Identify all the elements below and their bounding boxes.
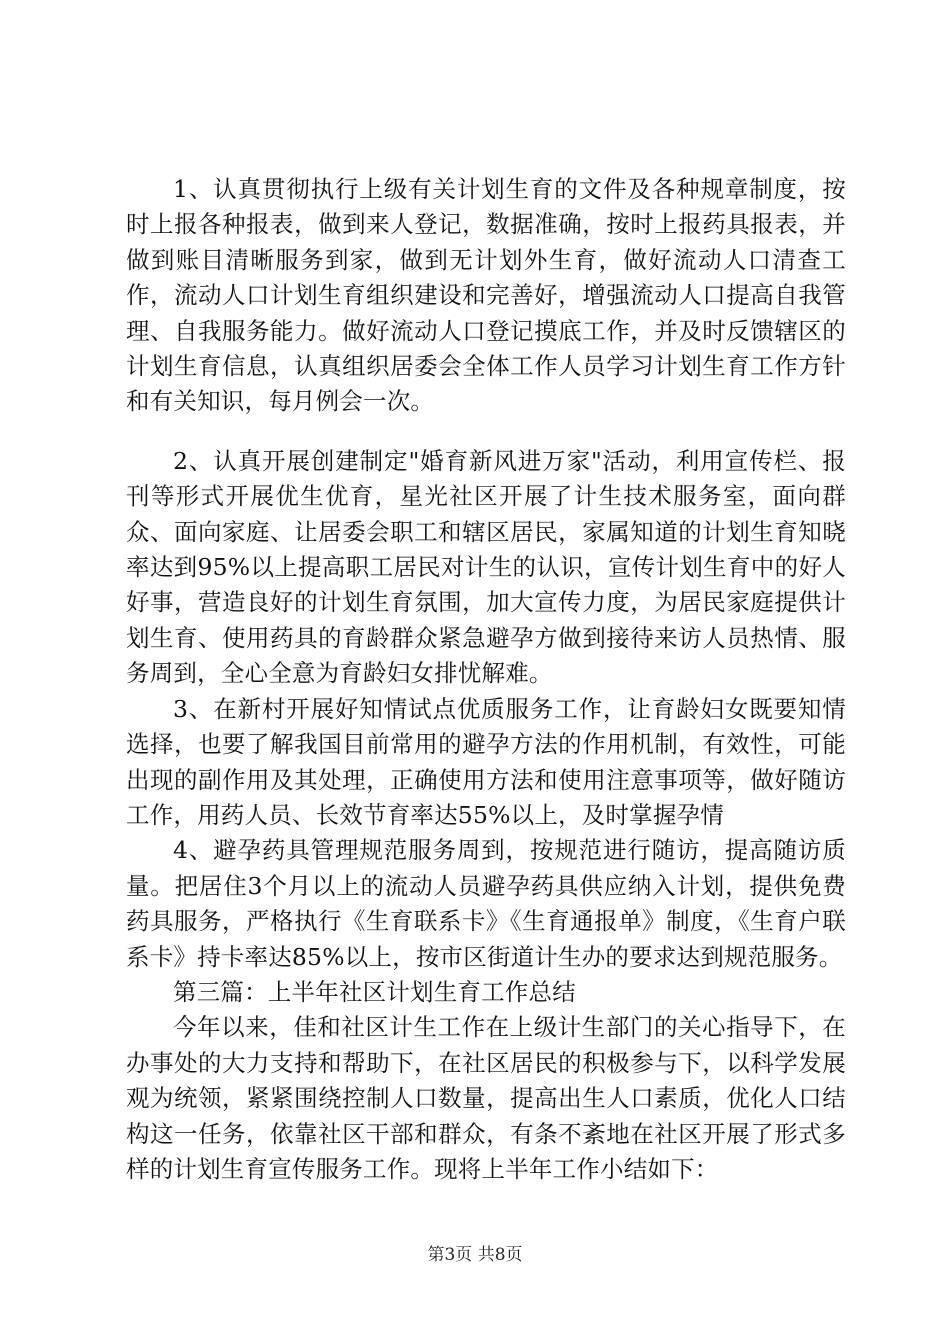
document-body (126, 172, 846, 1187)
section-heading: 第三篇：上半年社区计划生育工作总结 (173, 977, 576, 1006)
paragraph-1: 1、认真贯彻执行上级有关计划生育的文件及各种规章制度，按时上报各种报表，做到来人登记，数据准确，按时上报药具报表，并做到账目清晰服务到家，做到无计划外生育，做好流动人口清查工作，流动人口计划生育组织建设和完善好，增强流动人口提高自我管理、自我服务能力。做好流动人口登记摸底工作，并及时反馈辖区的计划生育信息，认真组织居委会全体工作人员学习计划生育工作方针和有关知识，每月例会一次。 (126, 175, 846, 416)
paragraph-4: 4、避孕药具管理规范服务周到，按规范进行随访，提高随访质量。把居住3个月以上的流动人员避孕药具供应纳入计划，提供免费药具服务，严格执行《生育联系卡》《生育通报单》制度，《生育户联系卡》持卡率达85%以上，按市区街道计生办的要求达到规范服务。 (126, 836, 846, 971)
page-footer: 第3页 共8页 (427, 1245, 523, 1265)
paragraph-2: 2、认真开展创建制定"婚育新风进万家"活动，利用宣传栏、报刊等形式开展优生优育，星光社区开展了计生技术服务室，面向群众、面向家庭、让居委会职工和辖区居民，家属知道的计划生育知晓率达到95%以上提高职工居民对计生的认识，宣传计划生育中的好人好事，营造良好的计划生育氛围，加大宣传力度，为居民家庭提供计划生育、使用药具的育龄群众紧急避孕方做到接待来访人员热情、服务周到，全心全意为育龄妇女排忧解难。 (126, 446, 846, 688)
paragraph-5: 今年以来，佳和社区计生工作在上级计生部门的关心指导下，在办事处的大力支持和帮助下，在社区居民的积极参与下，以科学发展观为统领，紧紧围绕控制人口数量，提高出生人口素质，优化人口结构这一任务，依靠社区干部和群众，有条不紊地在社区开展了形式多样的计划生育宣传服务工作。现将上半年工作小结如下： (126, 1013, 846, 1183)
paragraph-spacer (126, 420, 846, 444)
paragraph-3: 3、在新村开展好知情试点优质服务工作，让育龄妇女既要知情选择，也要了解我国目前常用的避孕方法的作用机制，有效性，可能出现的副作用及其处理，正确使用方法和使用注意事项等，做好随访工作，用药人员、长效节育率达55%以上，及时掌握孕情 (126, 694, 846, 829)
